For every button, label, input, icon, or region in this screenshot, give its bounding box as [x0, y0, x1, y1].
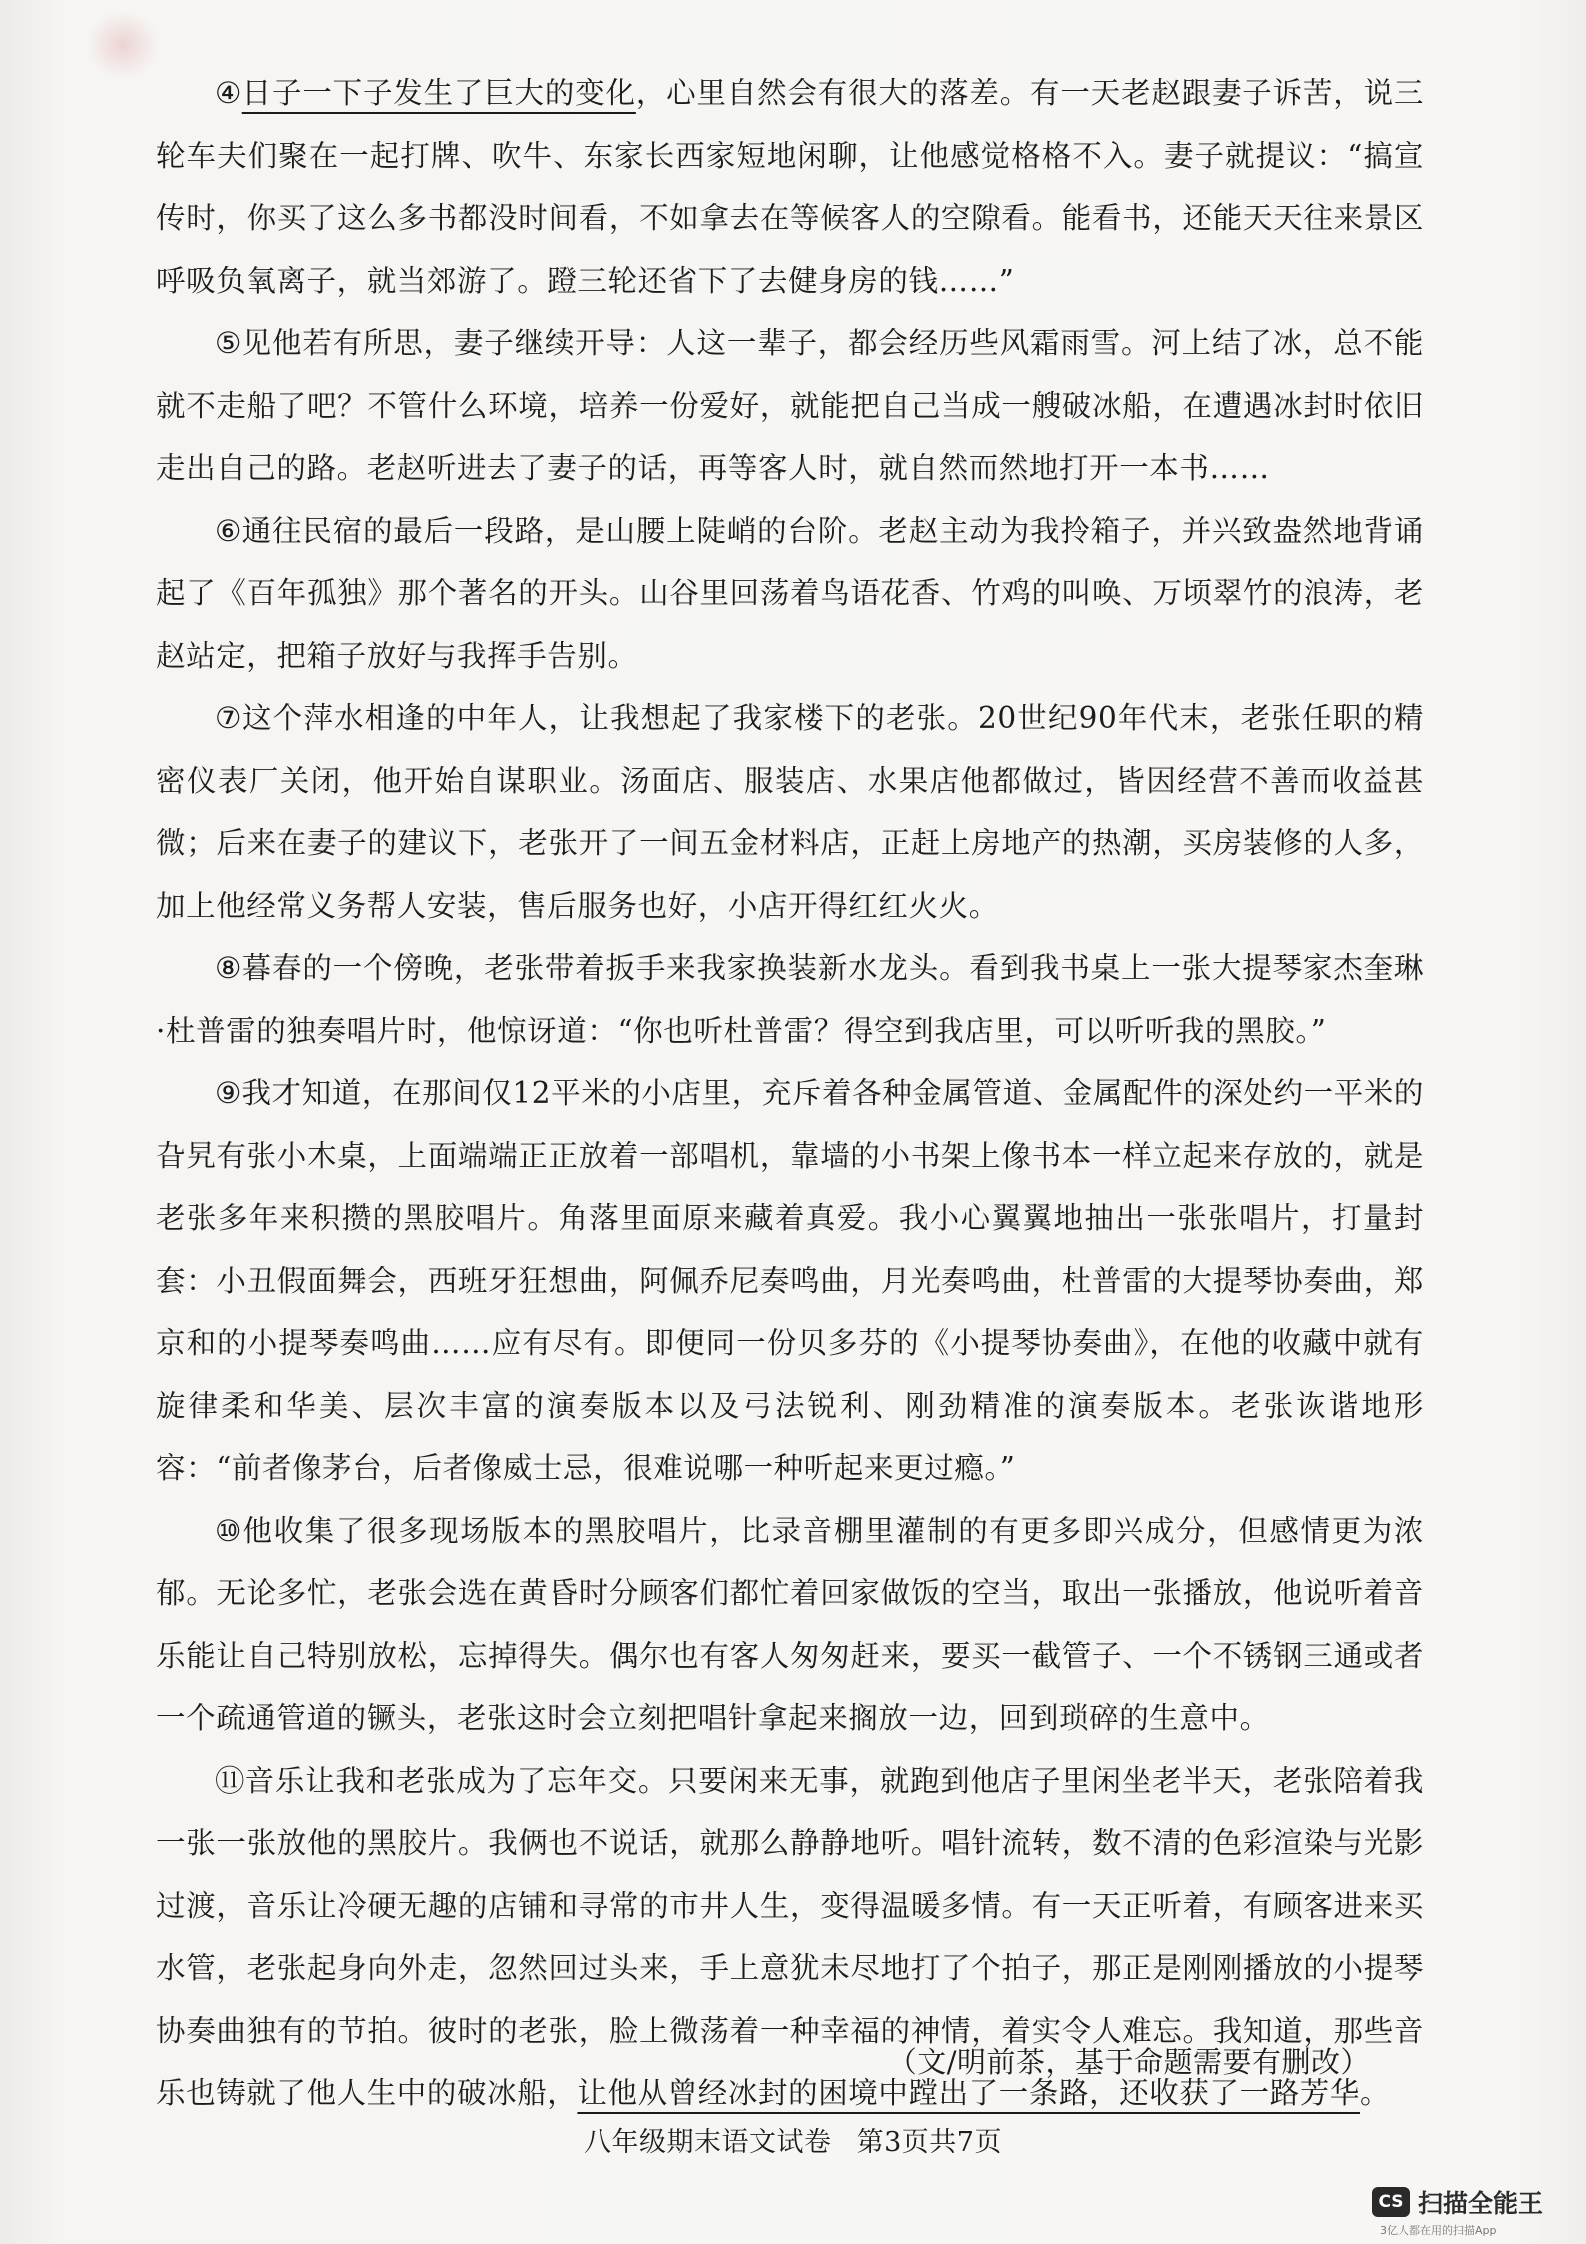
paragraph-5: [156, 312, 1424, 500]
paragraph-text: 音乐让我和老张成为了忘年交。只要闲来无事，就跑到他店子里闲坐老半天，老张陪着我一张一张放他的黑胶片。我俩也不说话，就那么静静地听。唱针流转，数不清的色彩渲染与光影过渡，音乐让冷硬无趣的店铺和寻常的市井人生，变得温暖多情。有一天正听着，有顾客进来买水管，老张起身向外走，忽然回过头来，手上意犹未尽地打了个拍子，那正是刚刚播放的小提琴协奏曲独有的节拍。彼时的老张，脸上微荡着一种幸福的神情，着实令人难忘。我知道，那些音乐也铸就了他人生中的破冰船，: [156, 1763, 1424, 2110]
paragraph-text: 通往民宿的最后一段路，是山腰上陡峭的台阶。老赵主动为我拎箱子，并兴致盎然地背诵起了《百年孤独》那个著名的开头。山谷里回荡着鸟语花香、竹鸡的叫唤、万顷翠竹的浪涛，老赵站定，把箱子放好与我挥手告别。: [156, 513, 1424, 673]
article-source: （文/明前茶，基于命题需要有删改）: [887, 2045, 1370, 2079]
red-stamp-smudge: [88, 12, 158, 78]
paragraph-text: 这个萍水相逢的中年人，让我想起了我家楼下的老张。20世纪90年代末，老张任职的精密仪表厂关闭，他开始自谋职业。汤面店、服装店、水果店他都做过，皆因经营不善而收益甚微；后来在妻子的建议下，老张开了一间五金材料店，正赶上房地产的热潮，买房装修的人多，加上他经常义务帮人安装，售后服务也好，小店开得红红火火。: [156, 701, 1424, 923]
paragraph-text: ，心里自然会有很大的落差。有一天老赵跟妻子诉苦，说三轮车夫们聚在一起打牌、吹牛、东家长西家短地闲聊，让他感觉格格不入。妻子就提议：“搞宣传时，你买了这么多书都没时间看，不如拿去在等候客人的空隙看。能看书，还能天天往来景区呼吸负氧离子，就当郊游了。蹬三轮还省下了去健身房的钱……”: [156, 76, 1424, 298]
paragraph-10: [156, 1500, 1424, 1750]
page-number: 第3页共7页: [856, 2127, 1002, 2158]
paragraph-text: 他收集了很多现场版本的黑胶唱片，比录音棚里灌制的有更多即兴成分，但感情更为浓郁。无论多忙，老张会选在黄昏时分顾客们都忙着回家做饭的空当，取出一张播放，他说听着音乐能让自己特别放松，忘掉得失。偶尔也有客人匆匆赶来，要买一截管子、一个不锈钢三通或者一个疏通管道的镢头，老张这时会立刻把唱针拿起来搁放一边，回到琐碎的生意中。: [156, 1513, 1424, 1735]
exam-title: 八年级期末语文试卷: [584, 2127, 832, 2158]
paragraph-9: [156, 1062, 1424, 1500]
page-footer: [0, 2120, 1586, 2159]
scanner-watermark: [1372, 2184, 1543, 2220]
underlined-phrase: 让他从曾经冰封的困境中蹚出了一条路，还收获了一路芳华: [577, 2076, 1361, 2110]
underlined-phrase: 日子一下子发生了巨大的变化: [241, 76, 636, 110]
paragraph-tail: 。: [1360, 2076, 1391, 2110]
article-body: [156, 62, 1424, 2125]
camscanner-logo-icon: CS: [1372, 2187, 1410, 2217]
paragraph-8: [156, 937, 1424, 1062]
paragraph-number: ⑪: [215, 1763, 245, 1798]
watermark-text: 扫描全能王: [1418, 2189, 1544, 2218]
paragraph-number: ⑤: [215, 326, 242, 360]
paragraph-7: [156, 687, 1424, 937]
paragraph-number: ⑦: [215, 701, 243, 735]
paragraph-6: [156, 500, 1424, 688]
watermark-subtext: 3亿人都在用的扫描App: [1380, 2224, 1497, 2237]
paragraph-text: 暮春的一个傍晚，老张带着扳手来我家换装新水龙头。看到我书桌上一张大提琴家杰奎琳·杜普雷的独奏唱片时，他惊讶道：“你也听杜普雷？得空到我店里，可以听听我的黑胶。”: [156, 951, 1424, 1048]
paragraph-number: ⑧: [215, 951, 242, 985]
paragraph-number: ④: [215, 76, 242, 110]
paragraph-4: [156, 62, 1424, 312]
paragraph-text: 见他若有所思，妻子继续开导：人这一辈子，都会经历些风霜雨雪。河上结了冰，总不能就不走船了吧？不管什么环境，培养一份爱好，就能把自己当成一艘破冰船，在遭遇冰封时依旧走出自己的路。老赵听进去了妻子的话，再等客人时，就自然而然地打开一本书……: [156, 326, 1424, 485]
paragraph-text: 我才知道，在那间仅12平米的小店里，充斥着各种金属管道、金属配件的深处约一平米的旮旯有张小木桌，上面端端正正放着一部唱机，靠墙的小书架上像书本一样立起来存放的，就是老张多年来积攒的黑胶唱片。角落里面原来藏着真爱。我小心翼翼地抽出一张张唱片，打量封套：小丑假面舞会，西班牙狂想曲，阿佩乔尼奏鸣曲，月光奏鸣曲，杜普雷的大提琴协奏曲，郑京和的小提琴奏鸣曲……应有尽有。即便同一份贝多芬的《小提琴协奏曲》，在他的收藏中就有旋律柔和华美、层次丰富的演奏版本以及弓法锐利、刚劲精准的演奏版本。老张诙谐地形容：“前者像茅台，后者像威士忌，很难说哪一种听起来更过瘾。”: [156, 1076, 1424, 1485]
paragraph-number: ⑩: [215, 1513, 243, 1548]
paragraph-number: ⑨: [215, 1076, 242, 1110]
paragraph-number: ⑥: [215, 513, 242, 548]
